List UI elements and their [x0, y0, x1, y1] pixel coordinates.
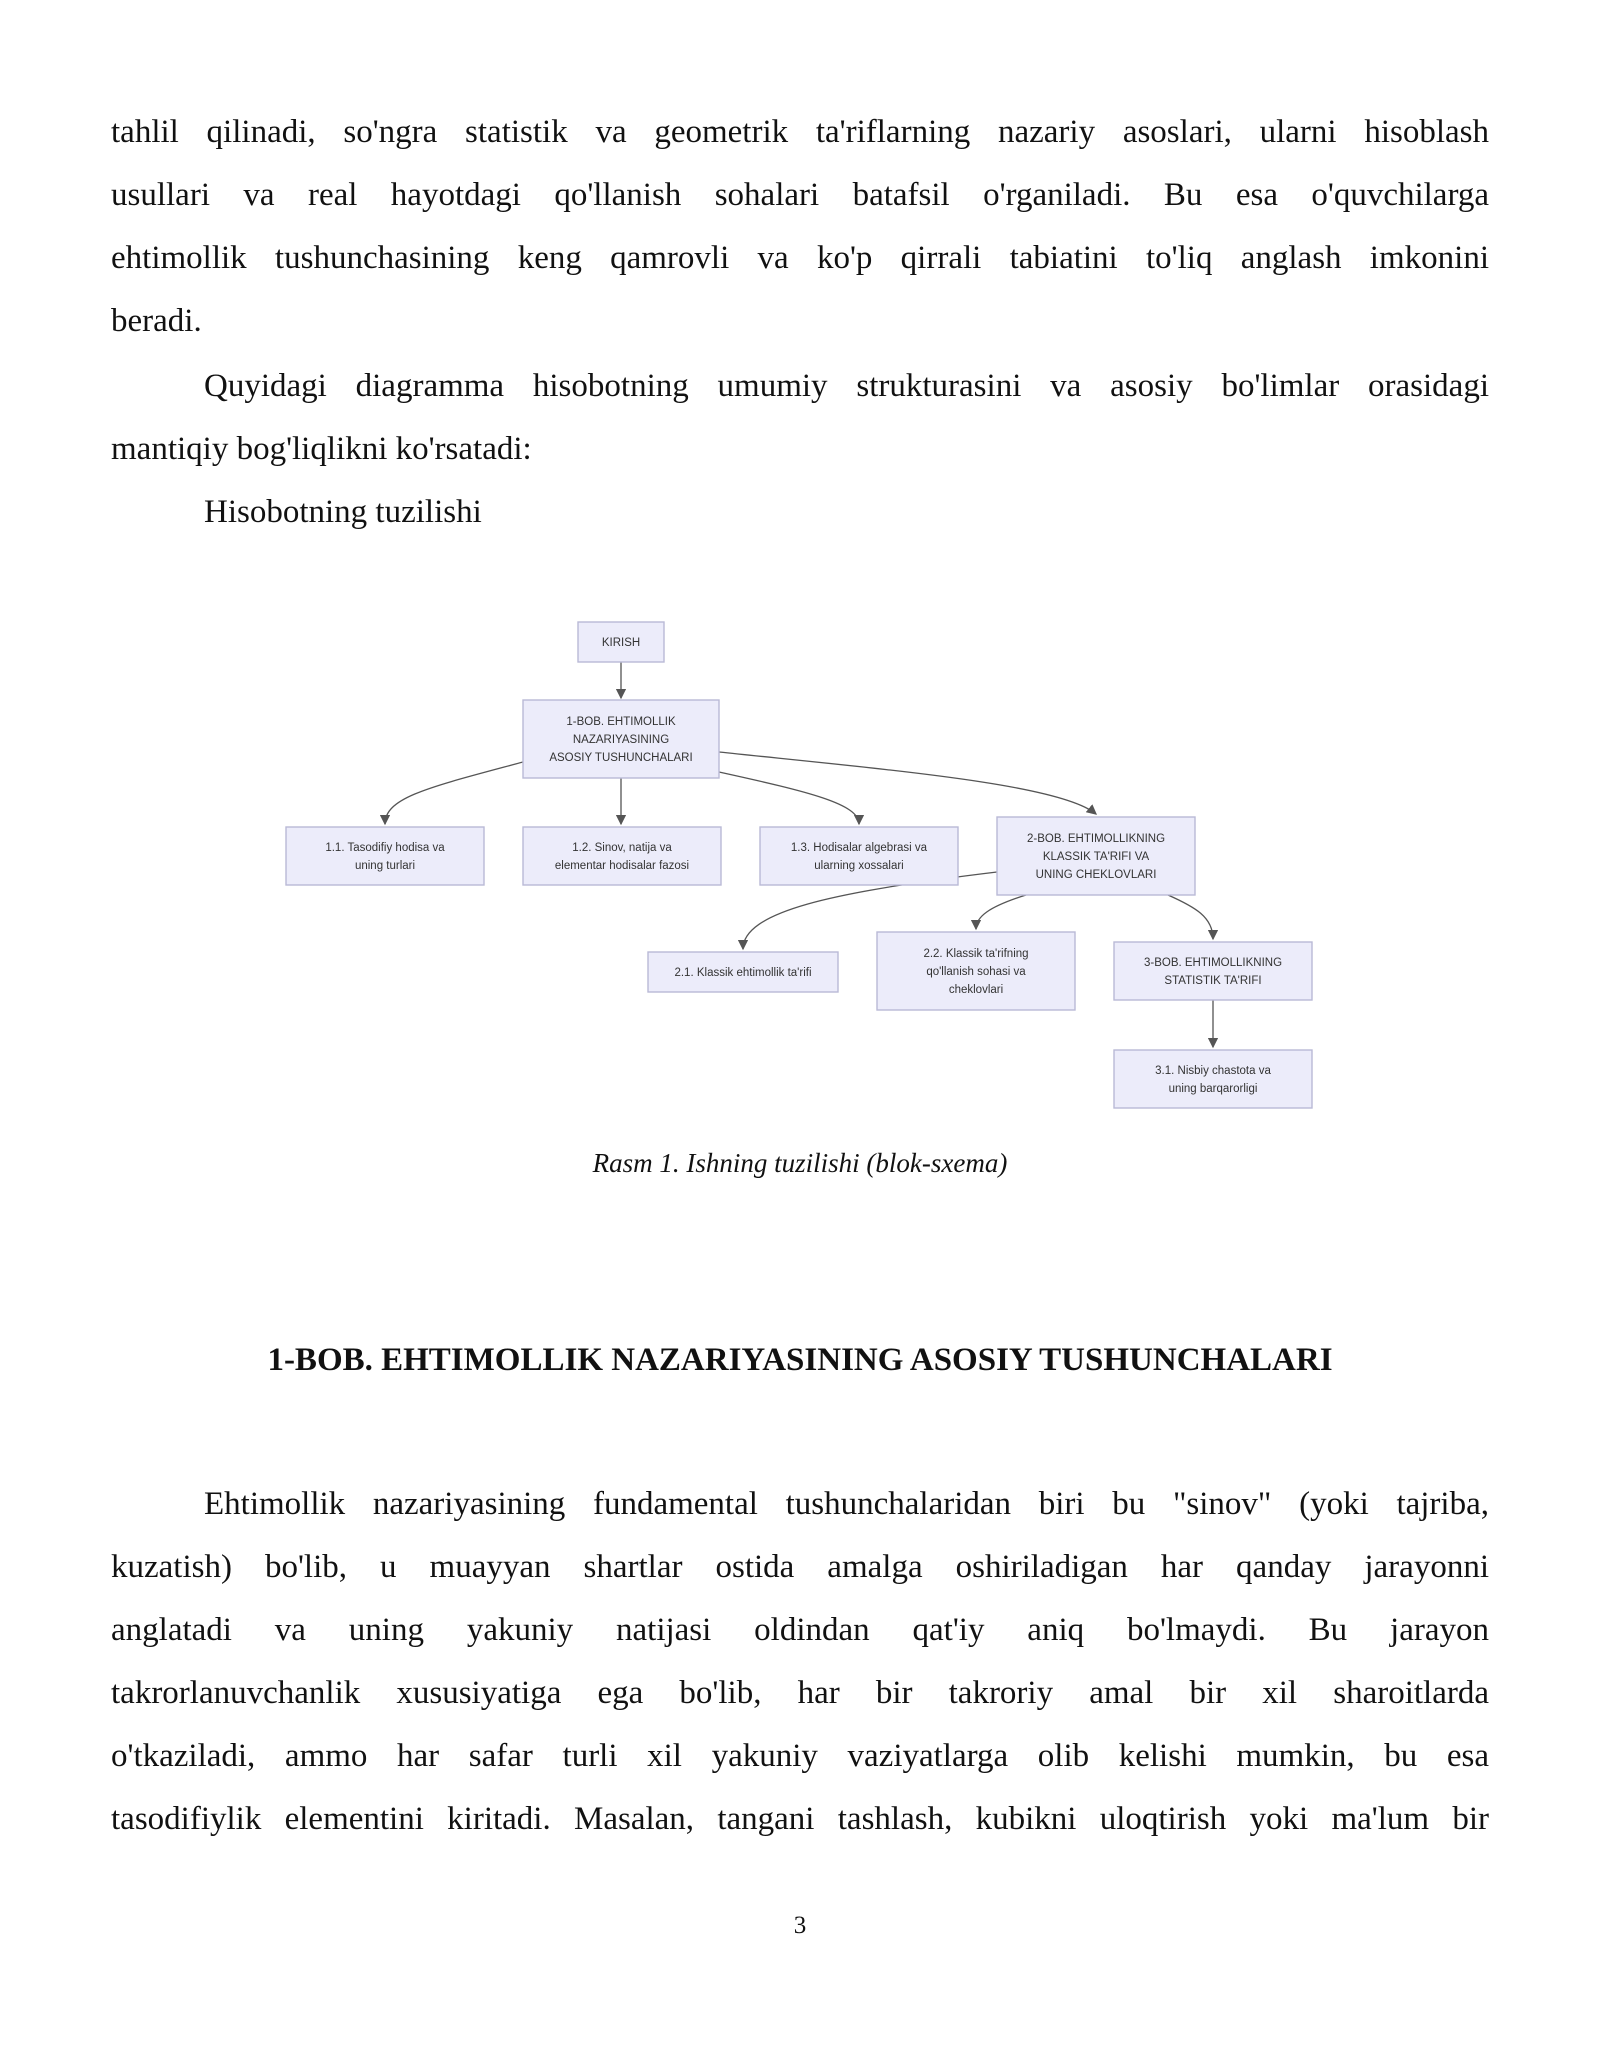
node-n22	[877, 932, 1075, 1010]
node-label: STATISTIK TA'RIFI	[1164, 975, 1262, 987]
node-label: KIRISH	[601, 637, 641, 649]
text-line: takrorlanuvchanlik xususiyatiga ega bo'lib, har bir takroriy amal bir xil sharoitlarda	[111, 1675, 1489, 1711]
edge-bob1-to-bob2	[719, 752, 1096, 814]
intro-paragraph	[111, 101, 1489, 353]
text-line: anglatadi va uning yakuniy natijasi oldindan qat'iy aniq bo'lmaydi. Bu jarayon	[111, 1612, 1489, 1648]
text-line: mantiqiy bog'liqlikni ko'rsatadi:	[111, 431, 532, 467]
node-box	[1114, 1050, 1312, 1108]
node-label: 1.2. Sinov, natija va	[572, 842, 672, 854]
node-n13	[760, 827, 958, 885]
node-n11	[286, 827, 484, 885]
edge-bob2-to-bob3	[1168, 895, 1213, 939]
node-box	[1114, 942, 1312, 1000]
node-n12	[523, 827, 721, 885]
text-line: kuzatish) bo'lib, u muayyan shartlar ostida amalga oshiriladigan har qanday jarayonni	[111, 1549, 1489, 1585]
diagram-intro-paragraph	[111, 355, 1489, 481]
section-heading: 1-BOB. EHTIMOLLIK NAZARIYASINING ASOSIY TUSHUNCHALARI	[267, 1342, 1333, 1378]
node-kirish	[578, 622, 664, 662]
structure-flowchart	[270, 612, 1330, 1122]
text-line: Ehtimollik nazariyasining fundamental tushunchalaridan biri bu "sinov" (yoki tajriba,	[204, 1486, 1489, 1522]
node-label: uning barqarorligi	[1168, 1083, 1258, 1095]
node-label: 2.2. Klassik ta'rifning	[923, 948, 1029, 960]
node-bob2	[997, 817, 1195, 895]
node-label: KLASSIK TA'RIFI VA	[1042, 851, 1150, 863]
page-number: 3	[793, 1912, 807, 1939]
diagram-title: Hisobotning tuzilishi	[204, 494, 482, 530]
node-label: 2.1. Klassik ehtimollik ta'rifi	[674, 967, 812, 979]
node-label: 1.3. Hodisalar algebrasi va	[790, 842, 928, 854]
node-label: NAZARIYASINING	[572, 734, 670, 746]
node-label: uning turlari	[354, 860, 416, 872]
node-label: elementar hodisalar fazosi	[554, 860, 690, 872]
node-label: cheklovlari	[948, 984, 1004, 996]
node-n21	[648, 952, 838, 992]
flowchart-nodes	[286, 622, 1312, 1108]
node-label: 1.1. Tasodifiy hodisa va	[325, 842, 445, 854]
node-label: 3.1. Nisbiy chastota va	[1155, 1065, 1271, 1077]
node-label: 3-BOB. EHTIMOLLIKNING	[1143, 957, 1283, 969]
node-box	[760, 827, 958, 885]
node-box	[286, 827, 484, 885]
edge-bob1-to-n13	[719, 772, 859, 824]
text-line: o'tkaziladi, ammo har safar turli xil yakuniy vaziyatlarga olib kelishi mumkin, bu esa	[111, 1738, 1489, 1774]
edge-bob1-to-n11	[385, 762, 523, 824]
text-line: beradi.	[111, 303, 202, 339]
node-box	[523, 827, 721, 885]
edge-bob2-to-n22	[976, 895, 1026, 929]
node-label: UNING CHEKLOVLARI	[1035, 869, 1157, 881]
node-n31	[1114, 1050, 1312, 1108]
text-line: tasodifiylik elementini kiritadi. Masalan, tangani tashlash, kubikni uloqtirish yoki ma'lum bir	[111, 1801, 1489, 1837]
node-label: ASOSIY TUSHUNCHALARI	[549, 752, 693, 764]
text-line: Quyidagi diagramma hisobotning umumiy strukturasini va asosiy bo'limlar orasidagi	[204, 368, 1489, 404]
node-label: 1-BOB. EHTIMOLLIK	[566, 716, 676, 728]
text-line: tahlil qilinadi, so'ngra statistik va geometrik ta'riflarning nazariy asoslari, ularni hisoblash	[111, 114, 1489, 150]
node-label: 2-BOB. EHTIMOLLIKNING	[1026, 833, 1166, 845]
node-label: qo'llanish sohasi va	[926, 966, 1026, 978]
node-label: ularning xossalari	[814, 860, 904, 872]
figure-caption: Rasm 1. Ishning tuzilishi (blok-sxema)	[592, 1148, 1008, 1178]
node-bob1	[523, 700, 719, 778]
body-paragraph	[111, 1473, 1489, 1851]
node-bob3	[1114, 942, 1312, 1000]
text-line: usullari va real hayotdagi qo'llanish sohalari batafsil o'rganiladi. Bu esa o'quvchilarga	[111, 177, 1489, 213]
text-line: ehtimollik tushunchasining keng qamrovli va ko'p qirrali tabiatini to'liq anglash imkonini	[111, 240, 1489, 276]
